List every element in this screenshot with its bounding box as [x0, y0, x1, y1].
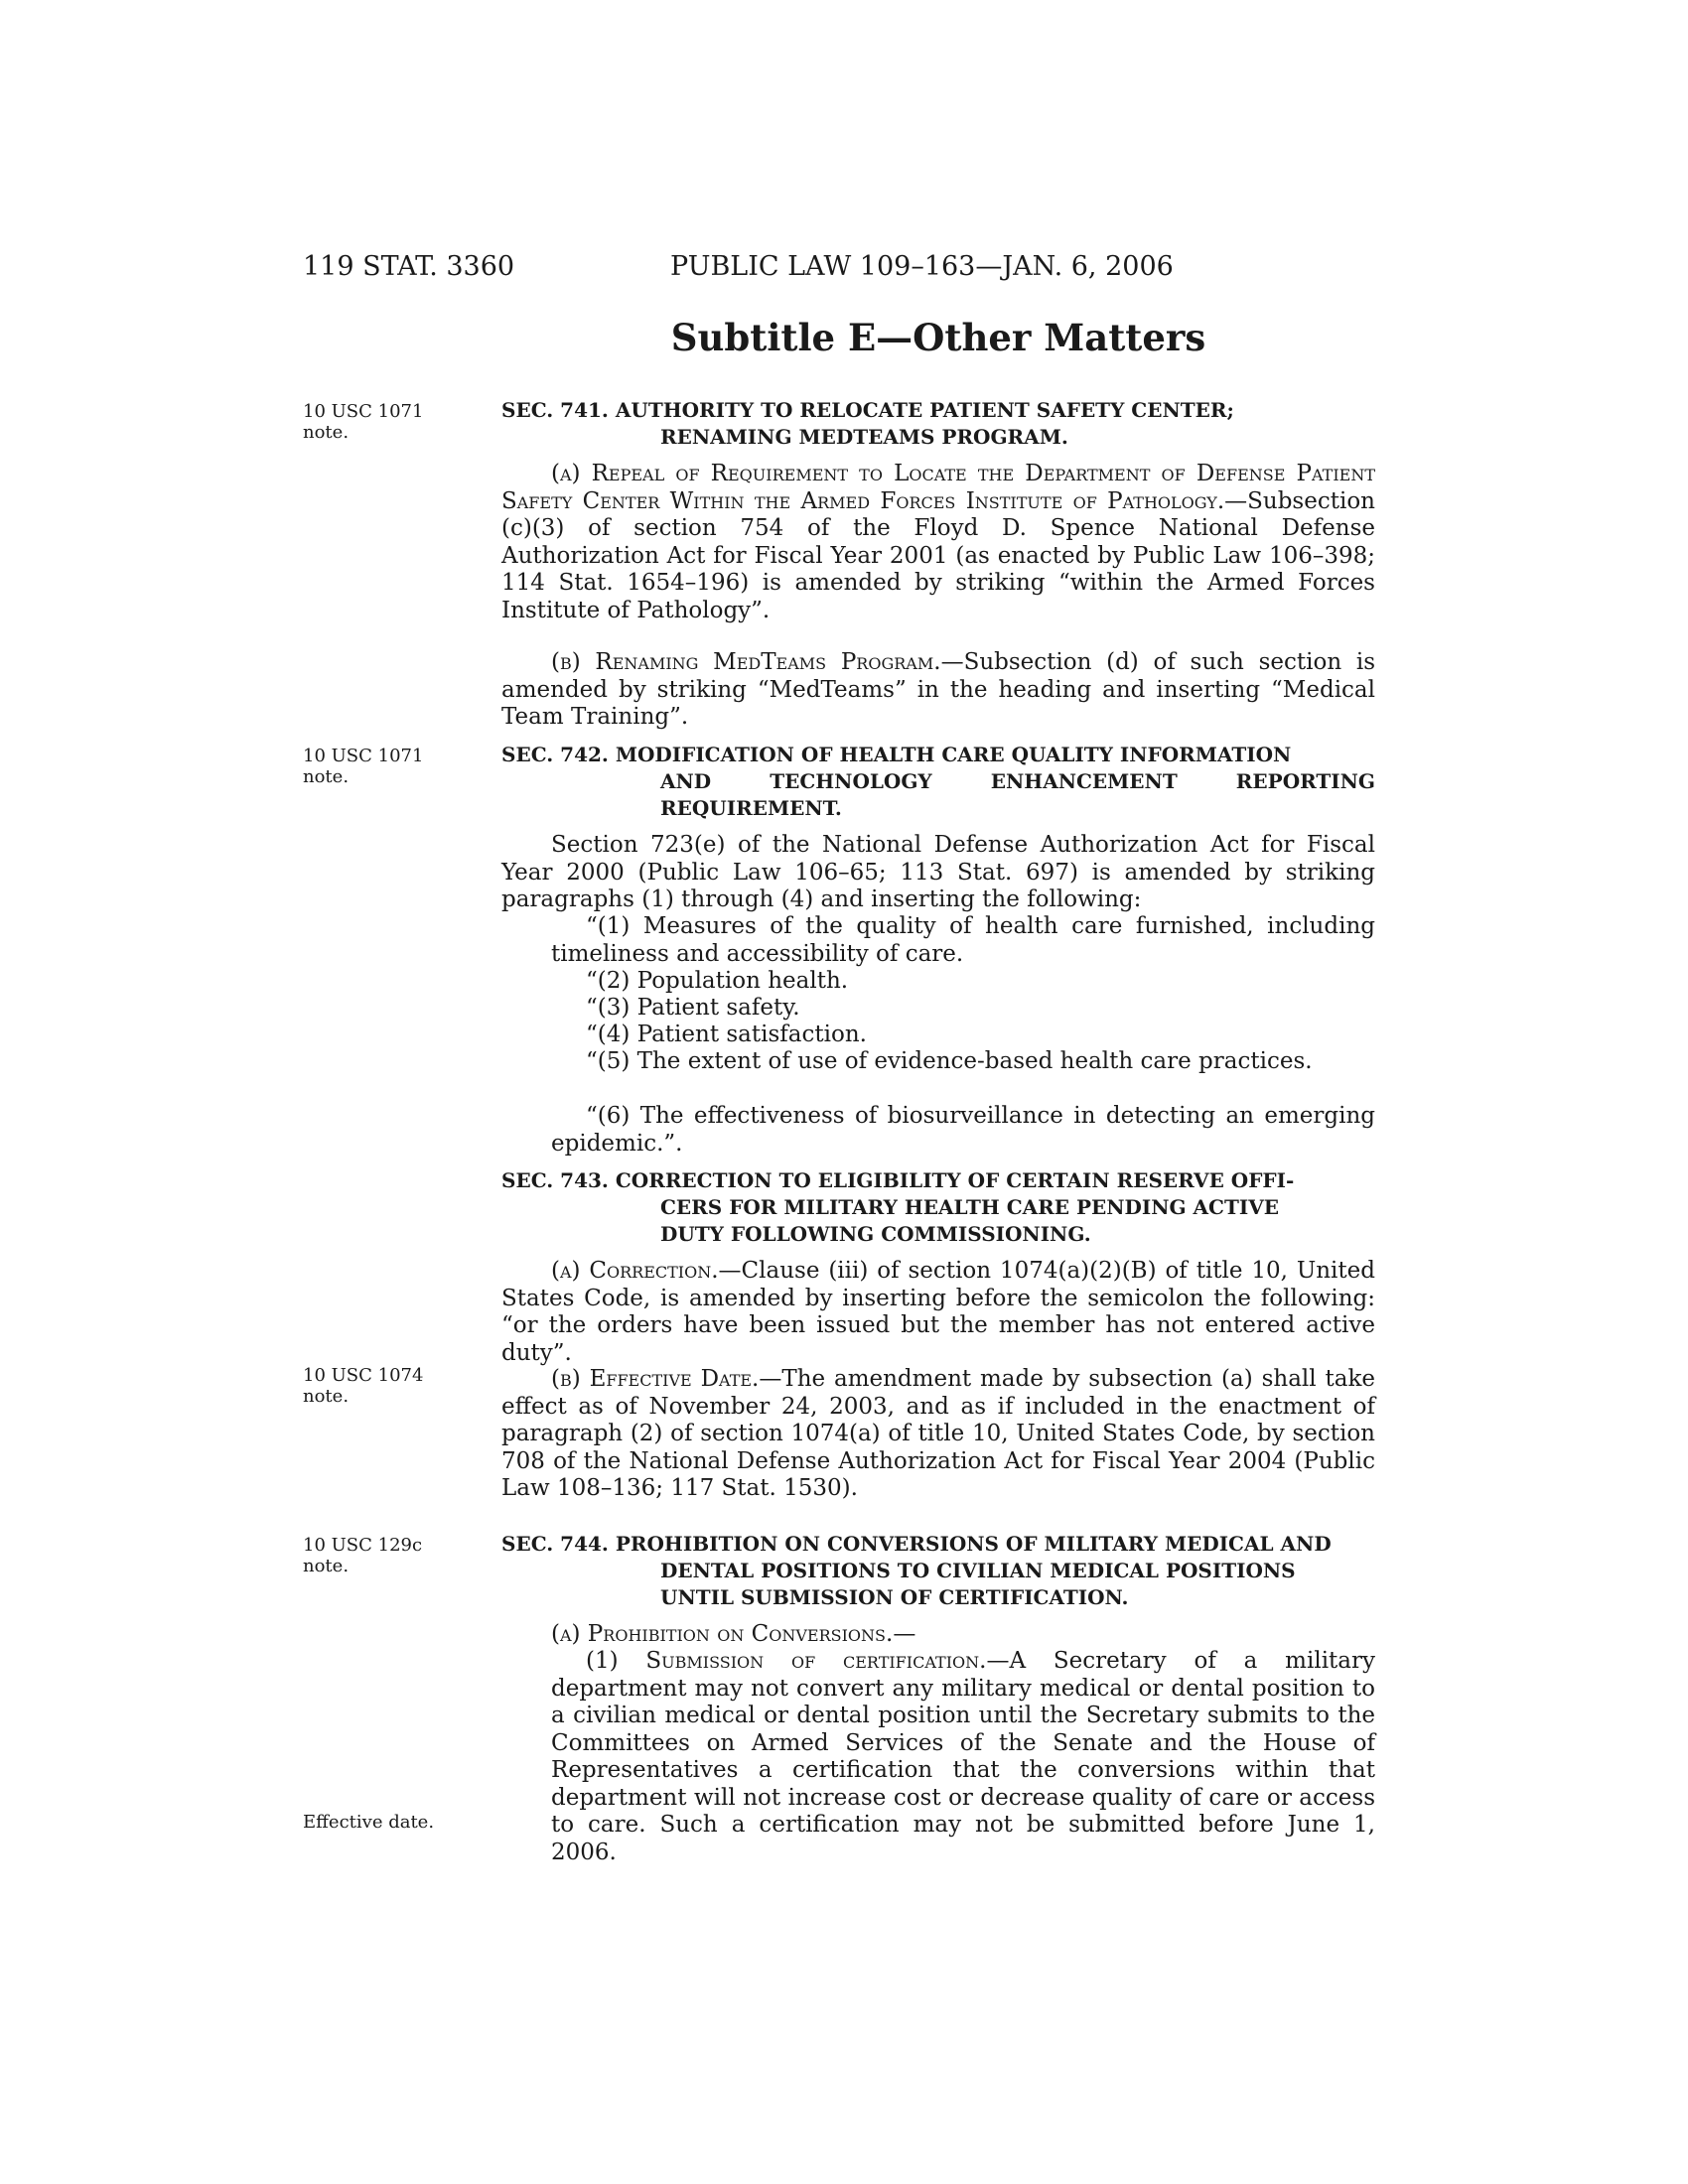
section-744-paragraph-1 — [551, 1648, 1375, 1866]
margin-note-sec742 — [303, 746, 482, 787]
subsection-heading: (b) Renaming MedTeams Program. — [551, 649, 941, 675]
margin-note-line: note. — [303, 1386, 350, 1407]
subsection-text: —Subsection (c)(3) of section 754 of the Floyd D. Spence National Defense Authorization Act for Fiscal Year 2001 (as enacted by Public Law 106–398; 114 Stat. 1654–196) is amended by striking “within the Armed Forces Institute of Pathology”. — [501, 487, 1375, 623]
section-742-item-2: “(2) Population health. — [586, 968, 849, 994]
margin-note-line: note. — [303, 422, 350, 443]
stat-reference: 119 STAT. 3360 — [303, 251, 515, 282]
margin-note-sec741 — [303, 401, 482, 443]
section-heading-line: DUTY FOLLOWING COMMISSIONING. — [660, 1222, 1091, 1246]
subtitle-heading: Subtitle E—Other Matters — [670, 316, 1206, 359]
section-741-subsection-b — [501, 649, 1375, 732]
section-742-item-5: “(5) The extent of use of evidence-based health care practices. — [586, 1048, 1313, 1074]
section-743-heading — [501, 1167, 1375, 1248]
section-743-subsection-b — [501, 1366, 1375, 1503]
margin-note-line: 10 USC 1074 — [303, 1365, 424, 1386]
subsection-dash: — — [893, 1621, 916, 1647]
subsection-heading: (a) Correction. — [551, 1258, 719, 1284]
section-heading-line: AND TECHNOLOGY ENHANCEMENT REPORTING — [660, 769, 1375, 793]
section-744-heading — [501, 1531, 1375, 1611]
subsection-text: —The amendment made by subsection (a) shall take effect as of November 24, 2003, and as if included in the enactment of paragraph (2) of section 1074(a) of title 10, United States Code, by section 708 of the National Defense Authorization Act for Fiscal Year 2004 (Public Law 108–136; 117 Stat. 1530). — [501, 1366, 1375, 1501]
subsection-text: —Subsection (d) of such section is amended by striking “MedTeams” in the heading and inserting “Medical Team Training”. — [501, 649, 1375, 730]
section-743-subsection-a — [501, 1258, 1375, 1367]
margin-note-line: note. — [303, 1556, 350, 1576]
margin-note-line: 10 USC 129c — [303, 1535, 423, 1556]
section-741-heading — [501, 397, 1375, 451]
subsection-text: —Clause (iii) of section 1074(a)(2)(B) of title 10, United States Code, is amended by inserting before the semicolon the following: “or the orders have been issued but the member has not entered active duty”. — [501, 1258, 1375, 1366]
subsection-heading: (a) Prohibition on Conversions. — [551, 1621, 894, 1647]
section-heading-line: UNTIL SUBMISSION OF CERTIFICATION. — [660, 1585, 1129, 1609]
section-742-item-4: “(4) Patient satisfaction. — [586, 1022, 867, 1047]
subsection-heading: (a) Repeal of Requirement to Locate the Department of Defense Patient Safety Center Within the Armed Forces Institute of Pathology. — [501, 461, 1375, 514]
section-744-subsection-a — [551, 1621, 1375, 1649]
law-citation-date: PUBLIC LAW 109–163—JAN. 6, 2006 — [670, 251, 1174, 282]
section-heading-line: SEC. 742. MODIFICATION OF HEALTH CARE QUALITY INFORMATION — [501, 743, 1292, 766]
section-heading-line: DENTAL POSITIONS TO CIVILIAN MEDICAL POSITIONS — [660, 1559, 1296, 1582]
running-head — [303, 251, 1375, 287]
paragraph-text: —A Secretary of a military department may not convert any military medical or dental position to a civilian medical or dental position until the Secretary submits to the Committees on Armed Services of the Senate and the House of Representatives a certification that the conversions within that department will not increase cost or decrease quality of care or access to care. Such a certification may not be submitted before June 1, 2006. — [551, 1648, 1375, 1865]
margin-note-line: note. — [303, 766, 350, 787]
section-742-item-6: “(6) The effectiveness of biosurveillance in detecting an emerging epidemic.”. — [551, 1103, 1375, 1157]
section-heading-line: SEC. 743. CORRECTION TO ELIGIBILITY OF CERTAIN RESERVE OFFI- — [501, 1168, 1295, 1192]
section-heading-line: SEC. 744. PROHIBITION ON CONVERSIONS OF MILITARY MEDICAL AND — [501, 1532, 1332, 1556]
section-742-intro: Section 723(e) of the National Defense Authorization Act for Fiscal Year 2000 (Public Law 106–65; 113 Stat. 697) is amended by striking paragraphs (1) through (4) and inserting the following: — [501, 832, 1375, 912]
section-heading-line: RENAMING MEDTEAMS PROGRAM. — [660, 425, 1068, 449]
section-heading-line: SEC. 741. AUTHORITY TO RELOCATE PATIENT SAFETY CENTER; — [501, 398, 1234, 422]
margin-note-line: 10 USC 1071 — [303, 401, 424, 422]
margin-note-sec743b — [303, 1365, 482, 1407]
paragraph-heading: (1) Submission of certification. — [586, 1648, 987, 1674]
section-heading-line: REQUIREMENT. — [660, 796, 842, 820]
margin-note-sec744 — [303, 1535, 482, 1576]
section-742-item-3: “(3) Patient safety. — [586, 995, 800, 1021]
section-heading-line: CERS FOR MILITARY HEALTH CARE PENDING ACTIVE — [660, 1195, 1279, 1219]
section-741-subsection-a — [501, 461, 1375, 624]
section-742-heading — [501, 742, 1375, 822]
margin-note-line: 10 USC 1071 — [303, 746, 424, 766]
subsection-heading: (b) Effective Date. — [551, 1366, 760, 1392]
section-742-item-1: “(1) Measures of the quality of health care furnished, including timeliness and accessibility of care. — [551, 913, 1375, 967]
margin-note-effective-date: Effective date. — [303, 1812, 435, 1833]
